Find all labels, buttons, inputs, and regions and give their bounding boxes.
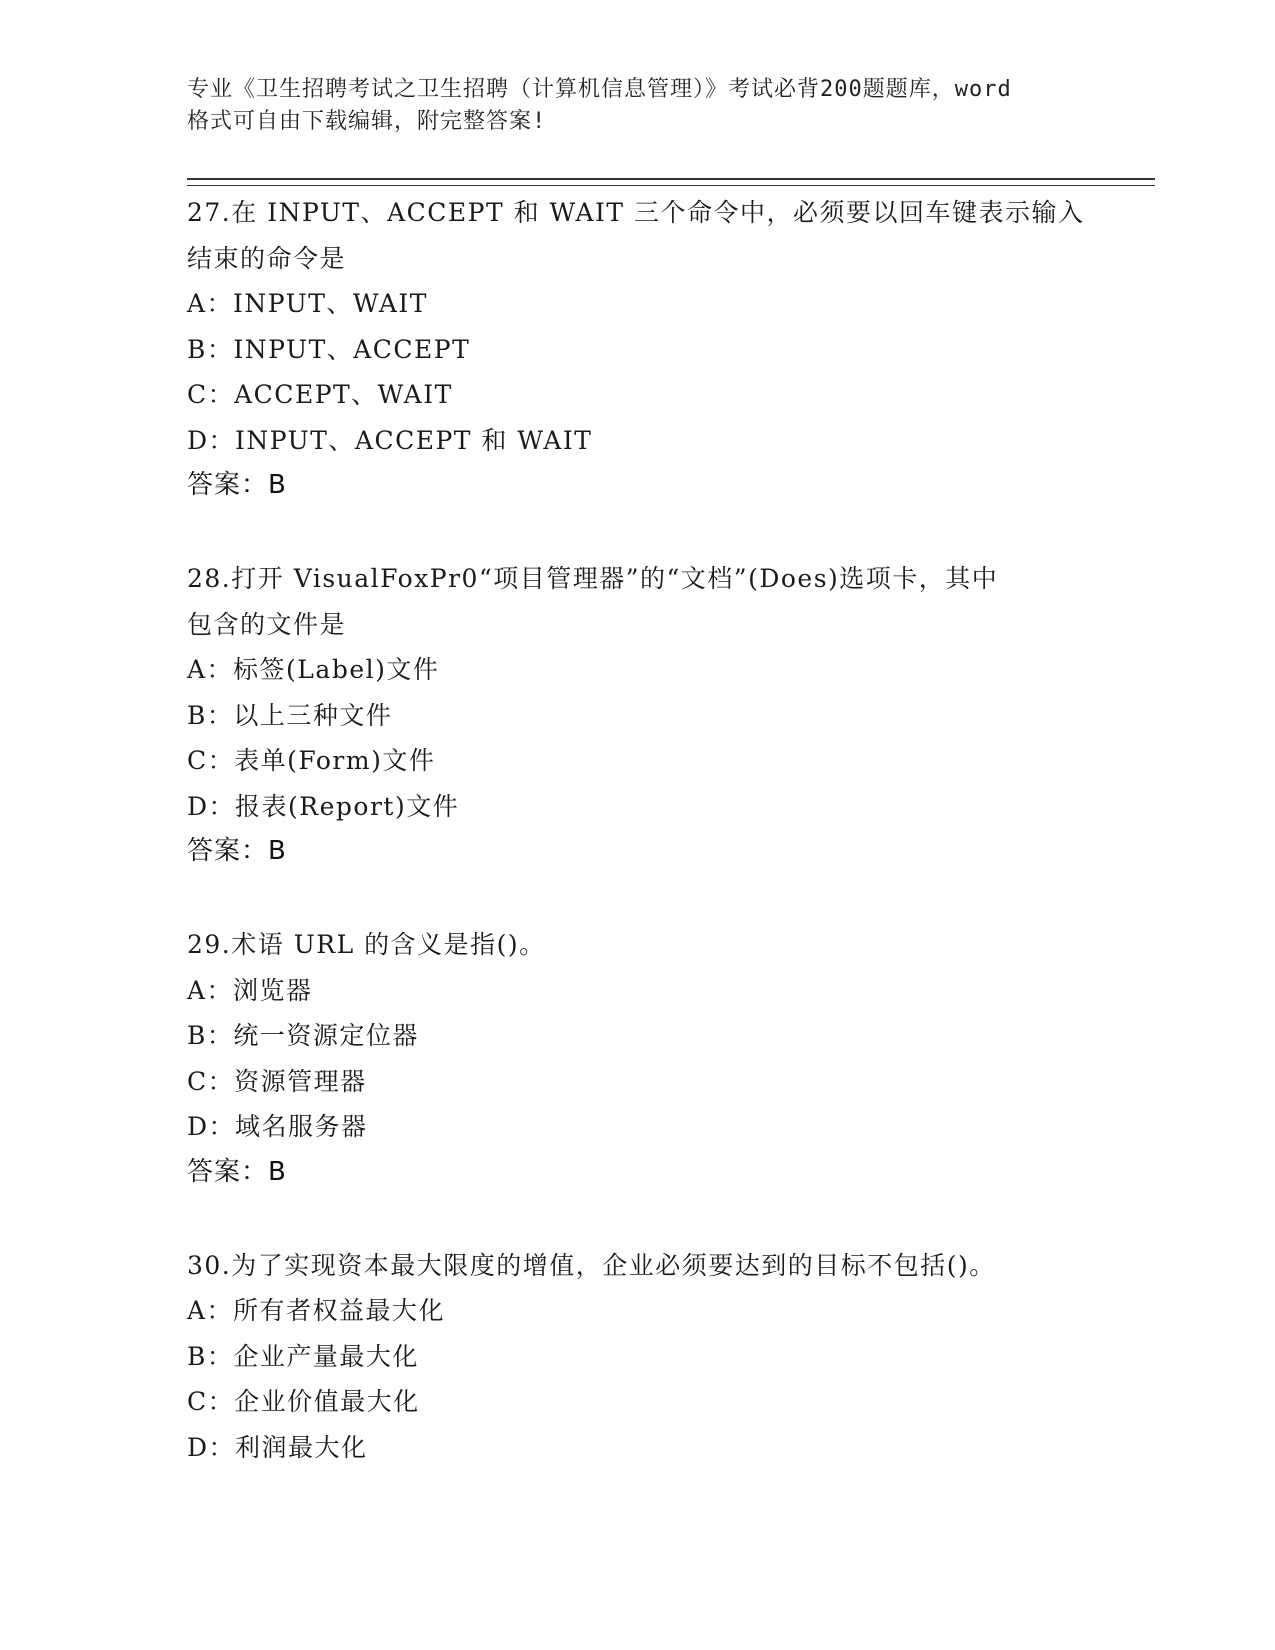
option-d: D：INPUT、ACCEPT 和 WAIT [187,425,593,455]
header-divider [187,178,1155,186]
question-title-line-1: 28.打开 VisualFoxPr0“项目管理器”的“文档”(Does)选项卡，其中 [187,564,999,593]
option-a: A：所有者权益最大化 [187,1296,446,1325]
option-a: A：浏览器 [187,975,313,1005]
option-b: B：INPUT、ACCEPT [187,334,471,364]
question-30 [187,1243,1087,1471]
answer-line: 答案：B [187,836,287,866]
option-c: C：ACCEPT、WAIT [187,380,453,409]
option-d: D：域名服务器 [187,1112,368,1141]
option-b: B：以上三种文件 [187,700,393,730]
header-line-1: 专业《卫生招聘考试之卫生招聘（计算机信息管理）》考试必背200题题库，word [187,77,1012,102]
header-line-2: 格式可自由下载编辑，附完整答案! [187,109,547,134]
answer-line: 答案：B [187,1156,287,1187]
option-c: C：资源管理器 [187,1066,367,1096]
question-title [187,190,1087,281]
option-c: C：企业价值最大化 [187,1387,420,1416]
option-d: D：报表(Report)文件 [187,791,460,821]
option-a: A：标签(Label)文件 [187,655,440,684]
question-list [187,190,1087,1518]
question-title-line-1: 27.在 INPUT、ACCEPT 和 WAIT 三个命令中，必须要以回车键表示输入 [187,198,1085,227]
answer-line: 答案：B [187,470,287,500]
question-title [187,1243,1087,1289]
document-header [187,74,1087,138]
question-28 [187,556,1087,874]
option-c: C：表单(Form)文件 [187,746,436,775]
question-title-line-1: 30.为了实现资本最大限度的增值，企业必须要达到的目标不包括()。 [187,1250,996,1280]
question-29 [187,922,1087,1195]
option-a: A：INPUT、WAIT [187,289,428,318]
option-b: B：企业产量最大化 [187,1341,419,1371]
question-title-line-2: 结束的命令是 [187,243,347,273]
question-title-line-1: 29.术语 URL 的含义是指()。 [187,930,546,959]
question-title-line-2: 包含的文件是 [187,609,347,639]
option-d: D：利润最大化 [187,1432,368,1462]
question-title [187,556,1087,647]
question-title [187,922,1087,968]
question-27 [187,190,1087,508]
option-b: B：统一资源定位器 [187,1021,419,1050]
